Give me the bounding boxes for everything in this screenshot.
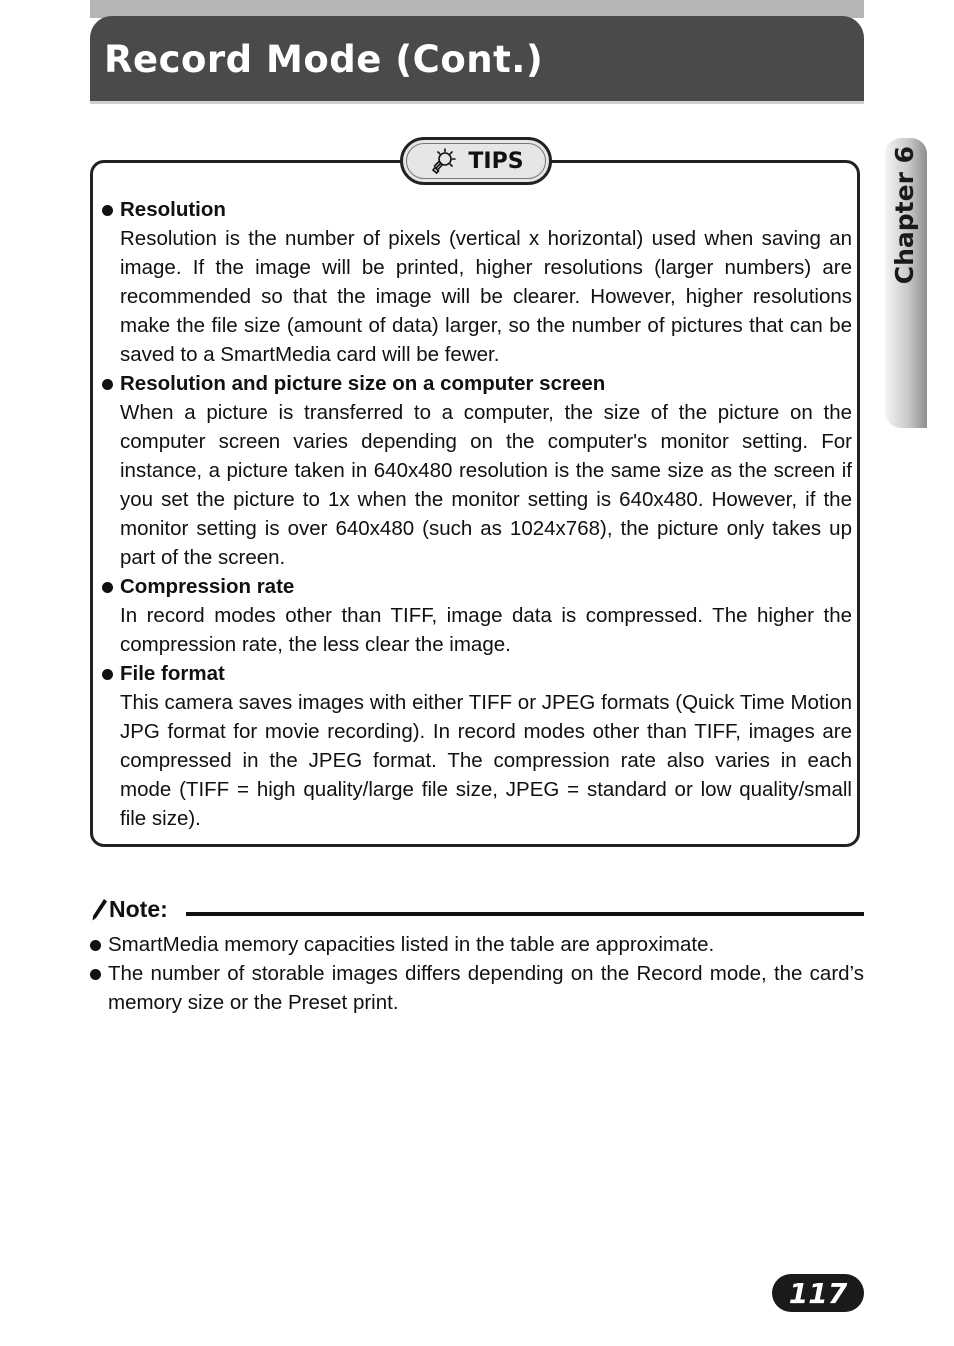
tip-body: In record modes other than TIFF, image data is compressed. The higher the compression rate, the less clear the image. <box>120 604 852 656</box>
tip-body: Resolution is the number of pixels (vertical x horizontal) used when saving an image. If the image will be printed, higher resolutions (larger numbers) are recommended so that the image will be clearer. However, higher resolutions make the file size (amount of data) larger, so the number of pictures that can be saved to a SmartMedia card will be fewer. <box>120 227 852 366</box>
lightbulb-icon <box>428 146 458 176</box>
tip-item-compression-rate <box>102 572 852 659</box>
bullet-dot <box>90 940 101 951</box>
note-item <box>90 959 864 1017</box>
note-label: Note: <box>109 896 168 922</box>
page-title: Record Mode (Cont.) <box>104 38 544 81</box>
bullet-dot <box>90 969 101 980</box>
tips-badge <box>400 137 552 185</box>
bullet-dot <box>102 582 113 593</box>
tip-item-resolution <box>102 195 852 369</box>
bullet-dot <box>102 669 113 680</box>
pencil-icon <box>90 898 108 922</box>
tip-heading: Resolution <box>120 198 226 221</box>
tip-item-file-format <box>102 659 852 833</box>
tip-heading: Compression rate <box>120 575 295 598</box>
note-divider <box>186 912 864 916</box>
tips-content <box>102 195 852 833</box>
tips-label: TIPS <box>468 148 524 174</box>
chapter-label: Chapter 6 <box>890 146 919 285</box>
note-text: The number of storable images differs depending on the Record mode, the card’s memory size or the Preset print. <box>108 962 864 1014</box>
tip-item-screen-size <box>102 369 852 572</box>
note-text: SmartMedia memory capacities listed in the table are approximate. <box>108 933 715 956</box>
note-item <box>90 930 864 959</box>
note-list <box>90 930 864 1017</box>
bullet-dot <box>102 205 113 216</box>
note-header <box>90 896 864 926</box>
tip-heading: Resolution and picture size on a computer screen <box>120 372 606 395</box>
bullet-dot <box>102 379 113 390</box>
tip-body: When a picture is transferred to a computer, the size of the picture on the computer screen varies depending on the computer's monitor setting. For instance, a picture taken in 640x480 resolution is the same size as the screen if you set the picture to 1x when the monitor setting is 640x480. However, if the monitor setting is over 640x480 (such as 1024x768), the picture only takes up part of the screen. <box>120 401 852 569</box>
page-number: 117 <box>788 1276 848 1310</box>
tip-heading: File format <box>120 662 225 685</box>
page-number-badge <box>772 1274 864 1312</box>
tip-body: This camera saves images with either TIFF or JPEG formats (Quick Time Motion JPG format for movie recording). In record modes other than TIFF, images are compressed in the JPEG format. The compression rate also varies in each mode (TIFF = high quality/large file size, JPEG = standard or low quality/small file size). <box>120 691 852 830</box>
